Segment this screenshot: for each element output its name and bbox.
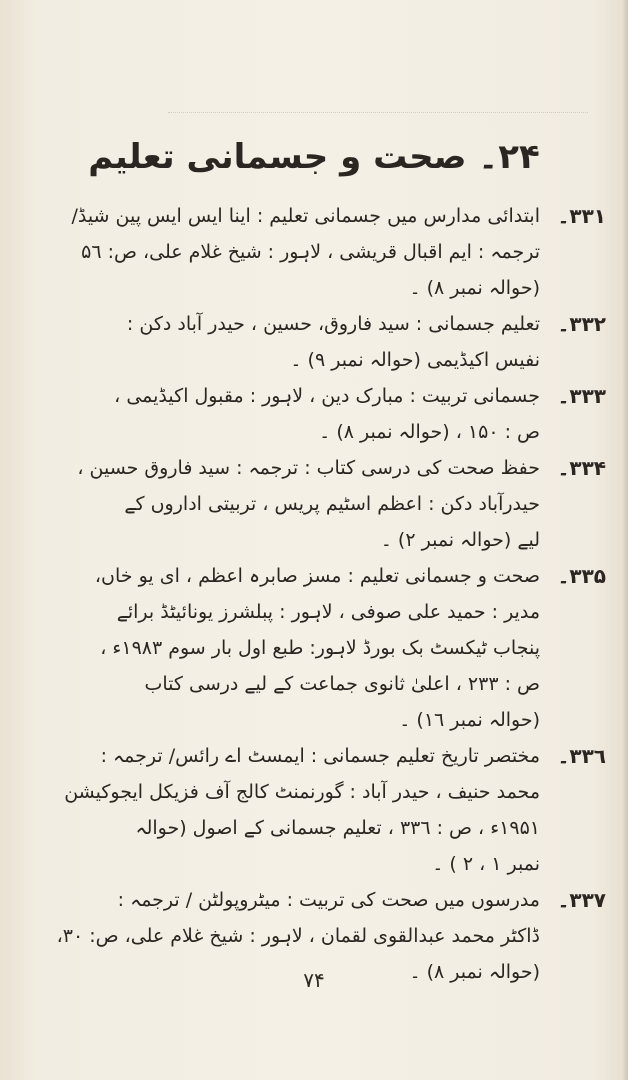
entry-continuation-line: ۱۹۵۱ء ، ص : ۳۳٦ ، تعلیم جسمانی کے اصول (حوالہ — [135, 817, 540, 839]
entry-continuation-line: حیدرآباد دکن : اعظم اسٹیم پریس ، تربیتی اداروں کے — [124, 493, 540, 515]
entry-text: مدرسوں میں صحت کی تربیت : میٹروپولٹن / ترجمہ : — [117, 889, 540, 911]
entry-continuation-line: ترجمہ : ایم اقبال قریشی ، لاہور : شیخ غلام علی، ص: ۵٦ — [81, 241, 540, 263]
chapter-heading: ۲۴۔ صحت و جسمانی تعلیم — [88, 137, 540, 177]
bibliography-entry — [0, 378, 606, 450]
entry-number: ۳۳۷۔ — [557, 888, 606, 912]
entry-continuation-line: (حوالہ نمبر ۸) ۔ — [409, 277, 540, 299]
entry-continuation-line: (حوالہ نمبر ۱٦) ۔ — [399, 709, 540, 731]
entry-text: حفظ صحت کی درسی کتاب : ترجمہ : سید فاروق حسین ، — [77, 457, 540, 479]
entry-continuation-line: نمبر ۱ ، ۲ ) ۔ — [432, 853, 540, 875]
bleed-through-lines — [168, 112, 588, 121]
entry-text: مختصر تاریخ تعلیم جسمانی : ایمسٹ اے رائس/ ترجمہ : — [100, 745, 540, 767]
entry-continuation-line: لیے (حوالہ نمبر ۲) ۔ — [380, 529, 540, 551]
bibliography-list — [0, 198, 606, 990]
entry-number: ۳۳۱۔ — [557, 204, 606, 228]
entry-number: ۳۳۳۔ — [557, 384, 606, 408]
bibliography-entry — [0, 738, 606, 882]
page-number: ۷۴ — [303, 968, 325, 992]
entry-number: ۳۳٦۔ — [557, 744, 606, 768]
entry-continuation-line: مدیر : حمید علی صوفی ، لاہور : پبلشرز یونائیٹڈ برائے — [116, 601, 540, 623]
entry-continuation-line: نفیس اکیڈیمی (حوالہ نمبر ۹) ۔ — [290, 349, 540, 371]
bibliography-entry — [0, 198, 606, 306]
entry-text: جسمانی تربیت : مبارک دین ، لاہور : مقبول اکیڈیمی ، — [114, 385, 540, 407]
entry-first-line — [0, 882, 606, 918]
entry-continuation-line: ص : ۲۳۳ ، اعلیٰ ثانوی جماعت کے لیے درسی کتاب — [144, 673, 540, 695]
entry-first-line — [0, 738, 606, 774]
entry-first-line — [0, 558, 606, 594]
entry-text: صحت و جسمانی تعلیم : مسز صابرہ اعظم ، ای یو خاں، — [94, 565, 540, 587]
page-edge-shadow — [622, 0, 628, 1080]
bibliography-entry — [0, 558, 606, 738]
entry-number: ۳۳۴۔ — [557, 456, 606, 480]
entry-number: ۳۳۵۔ — [557, 564, 606, 588]
entry-first-line — [0, 198, 606, 234]
entry-first-line — [0, 450, 606, 486]
entry-text: تعلیم جسمانی : سید فاروق، حسین ، حیدر آباد دکن : — [126, 313, 540, 335]
entry-continuation-line: ص : ۱۵۰ ، (حوالہ نمبر ۸) ۔ — [319, 421, 540, 443]
entry-first-line — [0, 306, 606, 342]
entry-continuation-line: (حوالہ نمبر ۸) ۔ — [409, 961, 540, 983]
entry-first-line — [0, 378, 606, 414]
entry-continuation-line: ڈاکٹر محمد عبدالقوی لقمان ، لاہور : شیخ غلام علی، ص: ۳۰، — [56, 925, 540, 947]
entry-continuation-line: محمد حنیف ، حیدر آباد : گورنمنٹ کالج آف فزیکل ایجوکیشن — [64, 781, 540, 803]
entry-number: ۳۳۲۔ — [557, 312, 606, 336]
bibliography-entry — [0, 450, 606, 558]
entry-continuation-line: پنجاب ٹیکسٹ بک بورڈ لاہور: طبع اول بار سوم ۱۹۸۳ء ، — [100, 637, 540, 659]
entry-text: ابتدائی مدارس میں جسمانی تعلیم : اینا ایس ایس پین شیڈ/ — [71, 205, 540, 227]
bibliography-entry — [0, 306, 606, 378]
